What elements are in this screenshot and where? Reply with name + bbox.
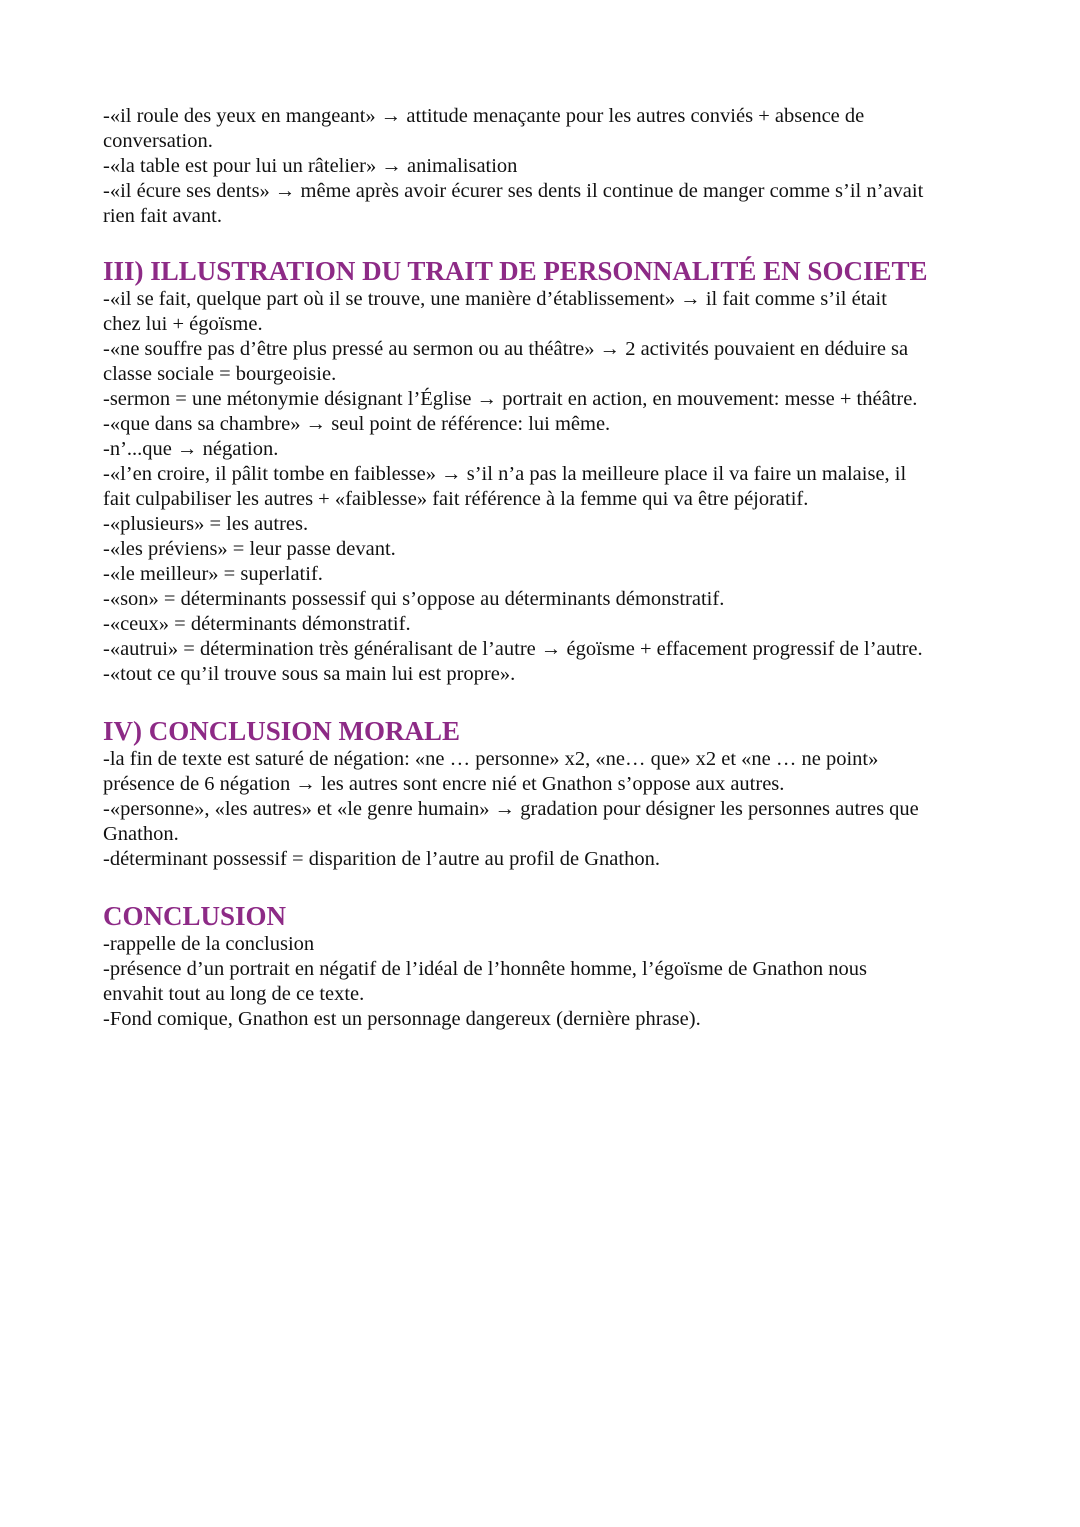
text-line: -«le meilleur» = superlatif. xyxy=(103,563,323,585)
section-3 xyxy=(103,255,980,687)
conclusion-section xyxy=(103,900,980,1032)
section-4 xyxy=(103,715,980,872)
spacer xyxy=(103,687,980,715)
spacer xyxy=(103,872,980,900)
conclusion-heading: CONCLUSION xyxy=(103,901,287,931)
text-line: -Fond comique, Gnathon est un personnage dangereux (dernière phrase). xyxy=(103,1008,701,1030)
text-line: -la fin de texte est saturé de négation: «ne … personne» x2, «ne… que» x2 et «ne … ne point» xyxy=(103,748,879,770)
text-line: présence de 6 négation → les autres sont encre nié et Gnathon s’oppose aux autres. xyxy=(103,773,785,795)
text-line: -n’...que → négation. xyxy=(103,438,279,460)
text-line: -«il roule des yeux en mangeant» → attitude menaçante pour les autres conviés + absence de xyxy=(103,105,865,127)
text-line: classe sociale = bourgeoisie. xyxy=(103,363,337,385)
text-line: -«la table est pour lui un râtelier» → animalisation xyxy=(103,155,518,177)
text-line: -«personne», «les autres» et «le genre humain» → gradation pour désigner les personnes autres que xyxy=(103,798,919,820)
section-3-heading: III) ILLUSTRATION DU TRAIT DE PERSONNALITÉ EN SOCIETE xyxy=(103,256,928,286)
text-line: -rappelle de la conclusion xyxy=(103,933,315,955)
text-line: -déterminant possessif = disparition de l’autre au profil de Gnathon. xyxy=(103,848,660,870)
section-2-continuation xyxy=(103,104,980,229)
text-line: Gnathon. xyxy=(103,823,179,845)
text-line: -présence d’un portrait en négatif de l’idéal de l’honnête homme, l’égoïsme de Gnathon nous xyxy=(103,958,867,980)
text-line: fait culpabiliser les autres + «faiblesse» fait référence à la femme qui va être péjoratif. xyxy=(103,488,809,510)
text-line: rien fait avant. xyxy=(103,205,222,227)
text-line: -«l’en croire, il pâlit tombe en faiblesse» → s’il n’a pas la meilleure place il va faire un malaise, il xyxy=(103,463,907,485)
text-line: -«ne souffre pas d’être plus pressé au sermon ou au théâtre» → 2 activités pouvaient en déduire sa xyxy=(103,338,909,360)
text-line: -«les préviens» = leur passe devant. xyxy=(103,538,396,560)
text-line: -«son» = déterminants possessif qui s’oppose au déterminants démonstratif. xyxy=(103,588,725,610)
text-line: chez lui + égoïsme. xyxy=(103,313,263,335)
text-line: -«ceux» = déterminants démonstratif. xyxy=(103,613,411,635)
text-line: -«il se fait, quelque part où il se trouve, une manière d’établissement» → il fait comme s’il était xyxy=(103,288,887,310)
section-4-heading: IV) CONCLUSION MORALE xyxy=(103,716,461,746)
text-line: -«autrui» = détermination très généralisant de l’autre → égoïsme + effacement progressif de l’autre. xyxy=(103,638,923,660)
text-line: envahit tout au long de ce texte. xyxy=(103,983,365,1005)
text-line: conversation. xyxy=(103,130,213,152)
spacer xyxy=(103,229,980,255)
text-line: -«tout ce qu’il trouve sous sa main lui est propre». xyxy=(103,663,516,685)
text-line: -sermon = une métonymie désignant l’Église → portrait en action, en mouvement: messe + théâtre. xyxy=(103,388,918,410)
text-line: -«que dans sa chambre» → seul point de référence: lui même. xyxy=(103,413,611,435)
text-line: -«plusieurs» = les autres. xyxy=(103,513,309,535)
text-line: -«il écure ses dents» → même après avoir écurer ses dents il continue de manger comme s’il n’avait xyxy=(103,180,924,202)
